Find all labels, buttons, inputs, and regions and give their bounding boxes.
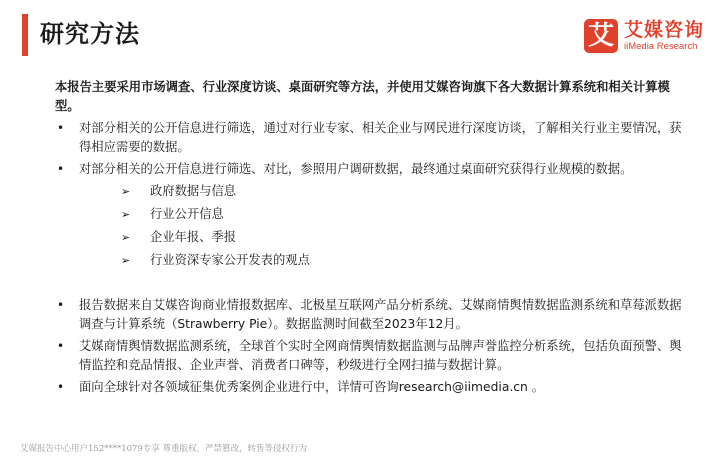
spacer <box>55 274 685 296</box>
sub-item-text: 行业资深专家公开发表的观点 <box>150 253 310 267</box>
bullet-text: 对部分相关的公开信息进行筛选、对比，参照用户调研数据，最终通过桌面研究获得行业规模的数据。 <box>79 162 633 176</box>
list-item <box>55 378 685 397</box>
sub-item-text: 企业年报、季报 <box>150 230 237 244</box>
sub-item-text: 政府数据与信息 <box>150 184 237 198</box>
bullet-text: 对部分相关的公开信息进行筛选，通过对行业专家、相关企业与网民进行深度访谈，了解相关行业主要情况，获得相应需要的数据。 <box>79 121 682 154</box>
list-item <box>55 119 685 157</box>
logo-name-cn: 艾媒咨询 <box>624 19 705 41</box>
page-title: 研究方法 <box>40 20 140 48</box>
bullet-text: 艾媒商情舆情数据监测系统，全球首个实时全网商情舆情数据监测与品牌声誉监控分析系统，包括负面预警、舆情监控和竞品情报、企业声誉、消费者口碑等，秒级进行全网扫描与数据计算。 <box>79 339 682 372</box>
logo-mark-icon: 艾 <box>584 19 618 53</box>
sub-item-text: 行业公开信息 <box>150 207 224 221</box>
chevron-right-icon: ➢ <box>121 208 131 221</box>
logo-name-en: iiMedia Research <box>624 41 698 52</box>
bullet-text: 报告数据来自艾媒咨询商业情报数据库、北极星互联网产品分析系统、艾媒商情舆情数据监测系统和草莓派数据调查与计算系统（Strawberry Pie）。数据监测时间截至2023年12月。 <box>79 298 682 331</box>
chevron-right-icon: ➢ <box>121 231 131 244</box>
sub-list-item <box>55 182 685 201</box>
intro-paragraph: 本报告主要采用市场调查、行业深度访谈、桌面研究等方法，并使用艾媒咨询旗下各大数据计算系统和相关计算模型。 <box>55 80 670 113</box>
title-accent-bar <box>22 14 28 56</box>
sub-list-item <box>55 205 685 224</box>
bullet-text: 面向全球针对各领域征集优秀案例企业进行中，详情可咨询research@iimedia.cn 。 <box>79 380 545 394</box>
list-item <box>55 337 685 375</box>
logo-text <box>624 19 704 53</box>
list-item <box>55 296 685 334</box>
brand-logo <box>584 16 704 56</box>
sub-list-item <box>55 251 685 270</box>
sub-list-item <box>55 228 685 247</box>
list-item <box>55 160 685 179</box>
chevron-right-icon: ➢ <box>121 185 131 198</box>
chevron-right-icon: ➢ <box>121 254 131 267</box>
copyright-footer: 艾媒报告中心用户152****1079专享 尊重版权，严禁篡改，转售等侵权行为 <box>20 444 308 454</box>
research-method-content <box>55 78 685 400</box>
data-source-sublist <box>55 182 685 270</box>
